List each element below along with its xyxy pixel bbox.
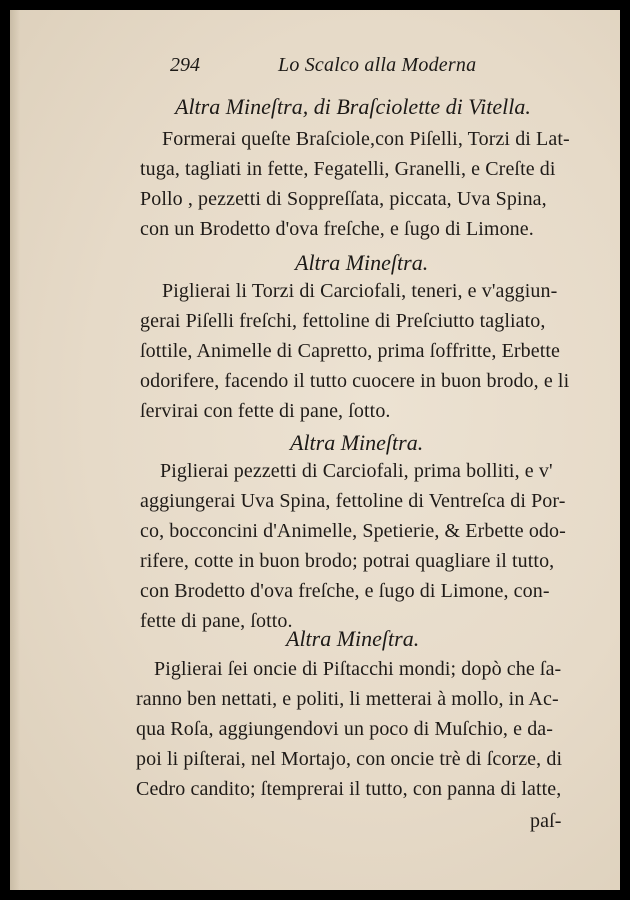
text-line: rifere, cotte in buon brodo; potrai quagliare il tutto, bbox=[140, 550, 555, 572]
text-line: tuga, tagliati in fette, Fegatelli, Granelli, e Creſte di bbox=[140, 158, 556, 180]
section-heading: Altra Mineſtra. bbox=[295, 250, 429, 275]
catchword: paſ- bbox=[530, 810, 562, 832]
text-line: Piglierai ſei oncie di Piſtacchi mondi; dopò che ſa- bbox=[154, 658, 562, 680]
text-line: aggiungerai Uva Spina, fettoline di Ventreſca di Por- bbox=[140, 490, 566, 512]
text-line: con un Brodetto d'ova freſche, e ſugo di Limone. bbox=[140, 218, 534, 240]
text-line: Piglierai li Torzi di Carciofali, teneri, e v'aggiun- bbox=[162, 280, 558, 302]
text-line: co, bocconcini d'Animelle, Spetierie, & Erbette odo- bbox=[140, 520, 566, 542]
page-gutter-shadow bbox=[10, 10, 20, 890]
section-heading: Altra Mineſtra. bbox=[290, 430, 424, 455]
section-heading: Altra Mineſtra. bbox=[286, 626, 420, 651]
text-line: qua Roſa, aggiungendovi un poco di Muſchio, e da- bbox=[136, 718, 554, 740]
book-page bbox=[10, 10, 620, 890]
text-line: con Brodetto d'ova freſche, e ſugo di Limone, con- bbox=[140, 580, 550, 602]
text-line: ranno ben nettati, e politi, li metterai à mollo, in Ac- bbox=[136, 688, 559, 710]
section-heading: Altra Mineſtra, di Braſciolette di Vitella. bbox=[175, 94, 531, 119]
text-line: poi li piſterai, nel Mortajo, con oncie trè di ſcorze, di bbox=[136, 748, 563, 770]
page-number: 294 bbox=[170, 54, 200, 76]
running-title: Lo Scalco alla Moderna bbox=[278, 54, 477, 76]
text-line: ſottile, Animelle di Capretto, prima ſoffritte, Erbette bbox=[140, 340, 561, 362]
text-line: fette di pane, ſotto. bbox=[140, 610, 293, 632]
text-line: ſervirai con fette di pane, ſotto. bbox=[140, 400, 391, 422]
text-line: Cedro candito; ſtemprerai il tutto, con panna di latte, bbox=[136, 778, 562, 800]
text-line: Piglierai pezzetti di Carciofali, prima bolliti, e v' bbox=[160, 460, 553, 482]
text-line: Pollo , pezzetti di Soppreſſata, piccata, Uva Spina, bbox=[140, 188, 547, 210]
text-line: Formerai queſte Braſciole,con Piſelli, Torzi di Lat- bbox=[162, 128, 570, 150]
text-line: gerai Piſelli freſchi, fettoline di Preſciutto tagliato, bbox=[140, 310, 546, 332]
text-line: odorifere, facendo il tutto cuocere in buon brodo, e li bbox=[140, 370, 570, 392]
